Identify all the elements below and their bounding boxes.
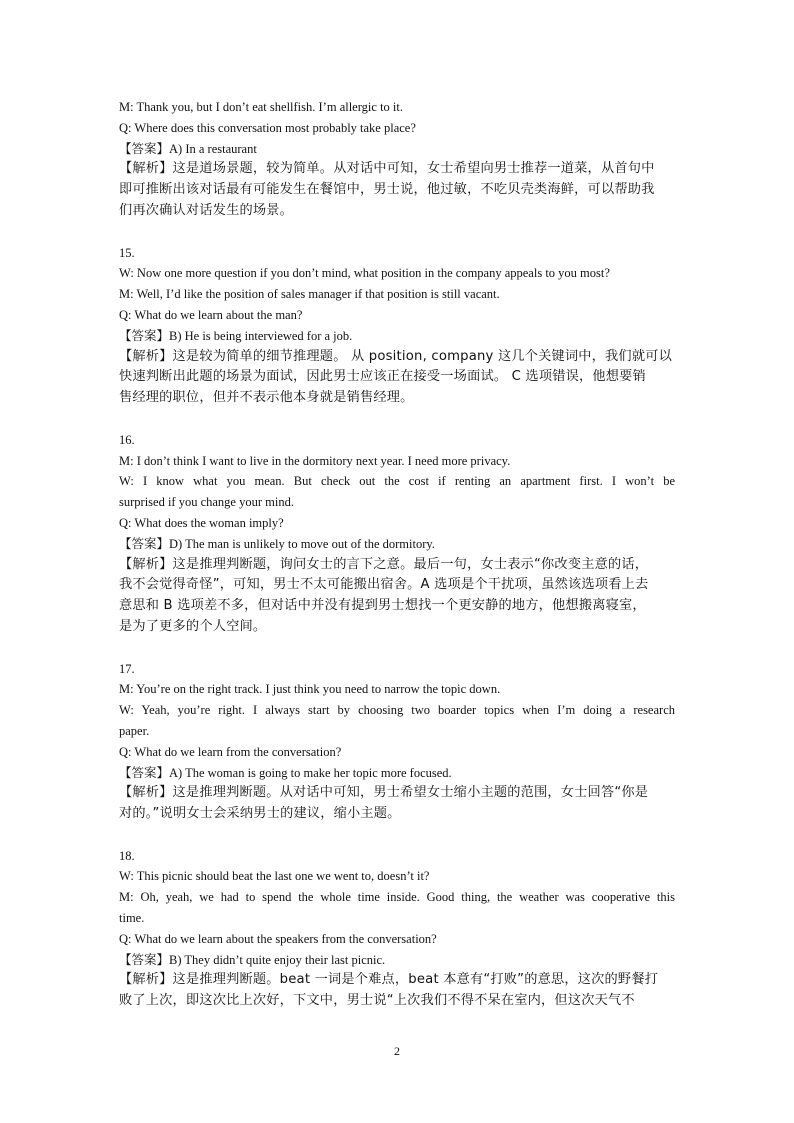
question-line: Q: What do we learn about the speakers from the conversation? — [119, 931, 437, 946]
dialogue-line: surprised if you change your mind. — [119, 495, 294, 510]
answer-line: 【答案】A) In a restaurant — [119, 141, 257, 156]
analysis-line: 我不会觉得奇怪”，可知，男士不太可能搬出宿舍。A 选项是个干扰项，虽然该选项看上去 — [119, 577, 649, 593]
dialogue-line: W: I know what you mean. But check out the cost if renting an apartment first. I won’t be — [119, 474, 675, 489]
analysis-line: 们再次确认对话发生的场景。 — [119, 202, 294, 218]
analysis-line: 【解析】这是较为简单的细节推理题。 从 position, company 这几个关键词中，我们就可以 — [119, 348, 672, 364]
dialogue-line: M: Thank you, but I don’t eat shellfish. I’m allergic to it. — [119, 100, 403, 114]
question-number: 16. — [119, 432, 135, 447]
analysis-line: 败了上次，即这次比上次好，下文中，男士说“上次我们不得不呆在室内，但这次天气不 — [119, 993, 635, 1009]
analysis-line: 意思和 B 选项差不多，但对话中并没有提到男士想找一个更安静的地方，他想搬离寝室， — [119, 598, 646, 614]
text-block — [119, 97, 675, 222]
dialogue-line: W: This picnic should beat the last one we went to, doesn’t it? — [119, 869, 430, 884]
dialogue-line: W: Now one more question if you don’t mind, what position in the company appeals to you most? — [119, 266, 610, 281]
dialogue-line: time. — [119, 911, 145, 926]
analysis-line: 是为了更多的个人空间。 — [119, 618, 267, 634]
dialogue-line: W: Yeah, you’re right. I always start by choosing two boarder topics when I’m doing a research — [119, 703, 675, 718]
answer-line: 【答案】D) The man is unlikely to move out of the dormitory. — [119, 536, 435, 551]
analysis-line: 【解析】这是推理判断题。beat 一词是个难点，beat 本意有“打败”的意思，这次的野餐打 — [119, 972, 659, 988]
analysis-line: 即可推断出该对话最有可能发生在餐馆中，男士说，他过敏，不吃贝壳类海鲜，可以帮助我 — [119, 182, 655, 198]
question-block — [119, 659, 675, 825]
dialogue-line: M: Oh, yeah, we had to spend the whole time inside. Good thing, the weather was cooperative this — [119, 890, 675, 905]
question-number: 17. — [119, 661, 135, 676]
question-number: 15. — [119, 245, 135, 260]
analysis-line: 【解析】这是推理判断题。从对话中可知，男士希望女士缩小主题的范围，女士回答“你是 — [119, 785, 649, 801]
analysis-line: 售经理的职位，但并不表示他本身就是销售经理。 — [119, 390, 414, 406]
analysis-line: 快速判断出此题的场景为面试，因此男士应该正在接受一场面试。 C 选项错误，他想要销 — [119, 369, 646, 385]
question-block — [119, 846, 675, 1012]
answer-line: 【答案】B) They didn’t quite enjoy their last picnic. — [119, 952, 386, 967]
analysis-line: 【解析】这是推理判断题，询问女士的言下之意。最后一句，女士表示“你改变主意的话， — [119, 556, 649, 572]
dialogue-line: M: Well, I’d like the position of sales manager if that position is still vacant. — [119, 287, 500, 302]
dialogue-line: paper. — [119, 723, 150, 738]
analysis-line: 对的。”说明女士会采纳男士的建议，缩小主题。 — [119, 806, 401, 822]
question-line: Q: Where does this conversation most probably take place? — [119, 120, 416, 135]
analysis-line: 【解析】这是道场景题，较为简单。从对话中可知，女士希望向男士推荐一道菜，从首句中 — [119, 161, 655, 177]
dialogue-line: M: You’re on the right track. I just think you need to narrow the topic down. — [119, 682, 501, 697]
question-line: Q: What do we learn from the conversation? — [119, 744, 342, 759]
dialogue-line: M: I don’t think I want to live in the dormitory next year. I need more privacy. — [119, 453, 511, 468]
question-block — [119, 243, 675, 409]
question-block — [119, 430, 675, 638]
page-number: 2 — [394, 1044, 400, 1058]
question-number: 18. — [119, 848, 135, 863]
question-line: Q: What does the woman imply? — [119, 515, 284, 530]
question-line: Q: What do we learn about the man? — [119, 307, 303, 322]
answer-line: 【答案】A) The woman is going to make her topic more focused. — [119, 765, 452, 780]
answer-line: 【答案】B) He is being interviewed for a job. — [119, 328, 353, 343]
document-body — [119, 97, 675, 1012]
